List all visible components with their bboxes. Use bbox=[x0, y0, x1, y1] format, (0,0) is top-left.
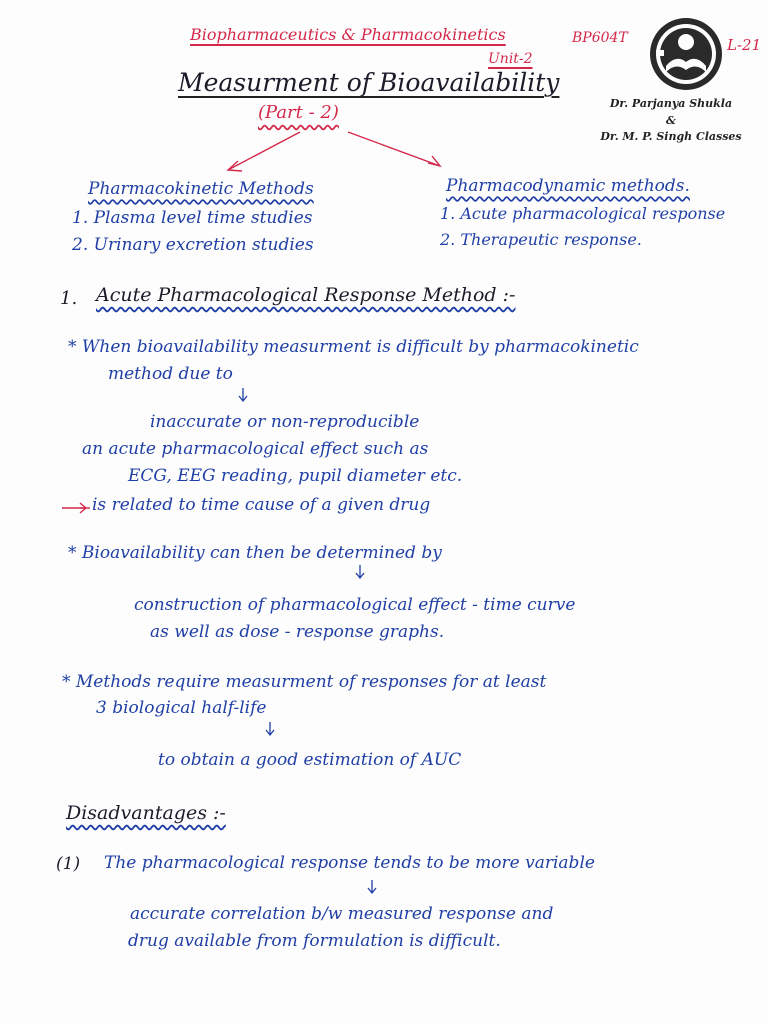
page-subtitle: (Part - 2) bbox=[258, 102, 339, 123]
point1-line2: method due to bbox=[108, 364, 233, 384]
point1-line5: ECG, EEG reading, pupil diameter etc. bbox=[128, 466, 463, 486]
author-ampersand: & bbox=[666, 113, 676, 127]
point3-line2: 3 biological half-life bbox=[96, 698, 267, 718]
course-code: BP604T bbox=[572, 30, 628, 46]
point2-line1: * Bioavailability can then be determined by bbox=[68, 543, 442, 563]
section-heading: Acute Pharmacological Response Method :- bbox=[96, 284, 516, 306]
point1-line3: inaccurate or non-reproducible bbox=[150, 412, 420, 432]
disadvantages-heading: Disadvantages :- bbox=[66, 802, 226, 824]
pk-method-1: 1. Plasma level time studies bbox=[72, 208, 313, 228]
unit-label: Unit-2 bbox=[488, 51, 533, 67]
pd-method-1: 1. Acute pharmacological response bbox=[440, 204, 726, 223]
arrow-left bbox=[228, 132, 300, 170]
point1-line4: an acute pharmacological effect such as bbox=[82, 439, 429, 459]
pk-method-2: 2. Urinary excretion studies bbox=[72, 235, 314, 255]
author-2: Dr. M. P. Singh Classes bbox=[600, 130, 742, 143]
arrow-right bbox=[348, 132, 440, 166]
disadvantage-1-line1: The pharmacological response tends to be more variable bbox=[104, 853, 595, 873]
author-1: Dr. Parjanya Shukla bbox=[609, 97, 733, 110]
section-number: 1. bbox=[60, 288, 78, 309]
disadvantage-1-line3: drug available from formulation is difficult. bbox=[128, 931, 501, 951]
point1-line1: * When bioavailability measurment is difficult by pharmacokinetic bbox=[68, 337, 639, 357]
point2-line3: as well as dose - response graphs. bbox=[150, 622, 445, 642]
lecture-number: L-21 bbox=[727, 36, 762, 54]
page-title: Measurment of Bioavailability bbox=[178, 68, 560, 97]
subject-title: Biopharmaceutics & Pharmacokinetics bbox=[190, 25, 506, 44]
point3-line3: to obtain a good estimation of AUC bbox=[158, 750, 462, 770]
disadvantage-1-number: (1) bbox=[56, 854, 81, 874]
pd-methods-heading: Pharmacodynamic methods. bbox=[446, 176, 690, 196]
pk-methods-heading: Pharmacokinetic Methods bbox=[88, 179, 314, 199]
disadvantage-1-line2: accurate correlation b/w measured response and bbox=[130, 904, 554, 924]
point3-line1: * Methods require measurment of responses for at least bbox=[62, 672, 547, 692]
point1-line6: is related to time cause of a given drug bbox=[92, 495, 431, 515]
point2-line2: construction of pharmacological effect - time curve bbox=[134, 595, 576, 615]
pd-method-2: 2. Therapeutic response. bbox=[440, 230, 642, 249]
